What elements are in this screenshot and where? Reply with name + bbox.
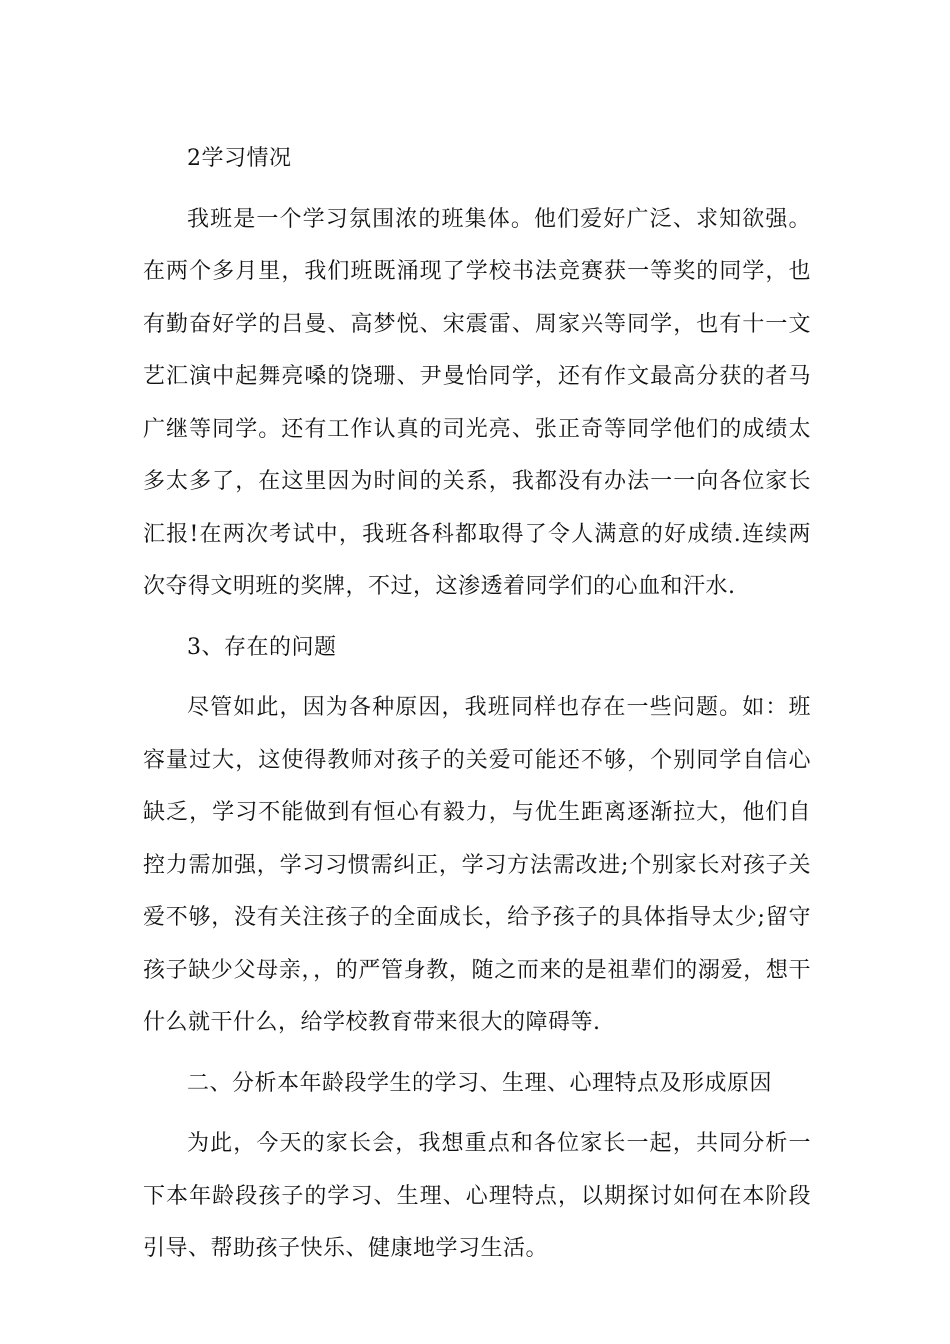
document-body bbox=[143, 133, 811, 1276]
section-heading-study: 2学习情况 bbox=[187, 146, 292, 171]
spacer bbox=[143, 614, 811, 622]
paragraph-study: 我班是一个学习氛围浓的班集体。他们爱好广泛、求知欲强。在两个多月里，我们班既涌现了学校书法竞赛获一等奖的同学，也有勤奋好学的吕曼、高梦悦、宋震雷、周家兴等同学，也有十一文艺汇演中起舞亮嗓的饶珊、尹曼怡同学，还有作文最高分获的者马广继等同学。还有工作认真的司光亮、张正奇等同学他们的成绩太多太多了，在这里因为时间的关系，我都没有办法一一向各位家长汇报!在两次考试中，我班各科都取得了令人满意的好成绩.连续两次夺得文明班的奖牌，不过，这渗透着同学们的心血和汗水. bbox=[143, 206, 811, 599]
section-heading-problems: 3、存在的问题 bbox=[187, 634, 337, 660]
paragraph-analysis: 为此，今天的家长会，我想重点和各位家长一起，共同分析一下本年龄段孩子的学习、生理、心理特点，以期探讨如何在本阶段引导、帮助孩子快乐、健康地学习生活。 bbox=[143, 1131, 811, 1261]
paragraph-problems: 尽管如此，因为各种原因，我班同样也存在一些问题。如：班容量过大，这使得教师对孩子的关爱可能还不够，个别同学自信心缺乏，学习不能做到有恒心有毅力，与优生距离逐渐拉大，他们自控力需加强，学习习惯需纠正，学习方法需改进;个别家长对孩子关爱不够，没有关注孩子的全面成长，给予孩子的具体指导太少;留守孩子缺少父母亲，，的严管身教，随之而来的是祖辈们的溺爱，想干什么就干什么，给学校教育带来很大的障碍等. bbox=[143, 695, 811, 1035]
section-heading-analysis: 二、分析本年龄段学生的学习、生理、心理特点及形成原因 bbox=[187, 1070, 773, 1096]
spacer bbox=[143, 186, 811, 194]
spacer bbox=[143, 1050, 811, 1058]
spacer bbox=[143, 674, 811, 682]
spacer bbox=[143, 1110, 811, 1118]
